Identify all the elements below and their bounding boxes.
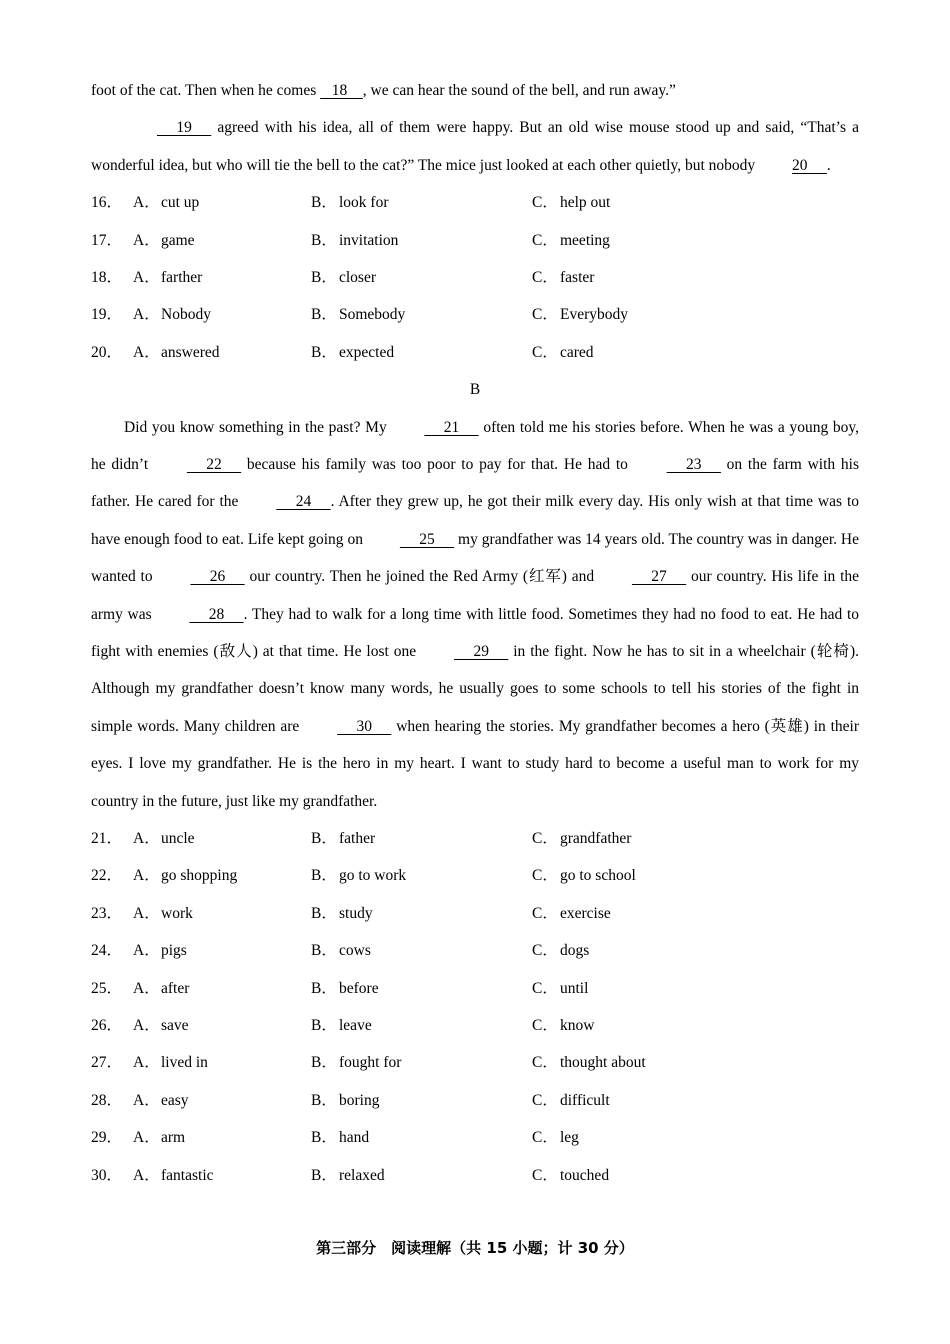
option-a[interactable] <box>133 259 311 296</box>
question-number: 20． <box>91 343 123 361</box>
question-number: 16． <box>91 194 123 212</box>
blank-19: 19 <box>157 119 212 137</box>
option-a-label: A． <box>133 867 160 885</box>
option-a-label: A． <box>133 269 160 286</box>
text: often told me his stories before. When he was a young boy, he didn’t <box>91 418 859 473</box>
section-b-title: B <box>469 381 481 399</box>
option-c[interactable] <box>532 1007 832 1044</box>
question-row <box>91 1044 859 1081</box>
option-a[interactable] <box>133 932 311 969</box>
option-a-label: A． <box>133 1017 160 1034</box>
option-a[interactable] <box>133 1082 311 1119</box>
text: because his family was too poor to pay for that. He had to <box>241 455 634 473</box>
option-c-text: leg <box>560 1129 579 1147</box>
option-b[interactable] <box>311 1082 532 1119</box>
option-a-label: A． <box>133 904 160 922</box>
text: on the farm with his father. He cared for the <box>91 455 860 511</box>
text: my grandfather was 14 years old. The country was in danger. He wanted to <box>91 530 859 586</box>
option-a-label: A． <box>133 231 160 249</box>
option-b-text: before <box>339 979 379 997</box>
option-a-text: fantastic <box>161 1166 214 1184</box>
option-b-label: B． <box>311 343 337 361</box>
part-three-title: 第三部分 阅读理解（共 15 小题；计 30 分） <box>316 1239 634 1257</box>
option-c-text: dogs <box>560 942 590 960</box>
question-row <box>91 857 859 894</box>
blank-25: 25 <box>399 530 455 548</box>
option-b-label: B． <box>311 904 337 922</box>
option-b-label: B． <box>311 306 337 324</box>
option-a-label: A． <box>133 1129 160 1147</box>
option-c-label: C． <box>532 231 558 249</box>
option-c-text: exercise <box>560 904 611 922</box>
option-b[interactable] <box>311 857 532 894</box>
option-b-text: father <box>339 830 376 848</box>
option-a-text: work <box>161 904 193 922</box>
option-a[interactable] <box>133 1007 311 1044</box>
option-c-label: C． <box>532 904 558 922</box>
option-a-text: save <box>161 1017 189 1034</box>
option-b-text: hand <box>339 1129 370 1147</box>
text: our country. His life in the army was <box>91 568 860 623</box>
option-a-text: Nobody <box>161 306 211 324</box>
option-a-label: A． <box>133 1091 160 1109</box>
option-c-label: C． <box>532 979 558 997</box>
option-c-text: until <box>560 979 589 997</box>
option-c-label: C． <box>532 1091 558 1109</box>
option-c-label: C． <box>532 1017 558 1034</box>
option-c-label: C． <box>532 343 558 361</box>
option-b-label: B． <box>311 1054 337 1072</box>
blank-29: 29 <box>454 643 509 661</box>
option-b-label: B． <box>311 194 337 212</box>
option-a-text: go shopping <box>161 867 238 885</box>
text: our country. Then he joined the Red Army (红军) and <box>244 568 599 586</box>
question-row <box>91 259 859 296</box>
question-row <box>91 334 859 371</box>
question-number: 24． <box>91 942 123 960</box>
blank-20: 20 <box>792 156 827 174</box>
option-b-text: Somebody <box>339 306 406 324</box>
option-c-text: difficult <box>560 1091 610 1109</box>
option-c-label: C． <box>532 269 558 286</box>
option-a-text: answered <box>161 343 220 361</box>
option-a-label: A． <box>133 194 160 212</box>
option-c[interactable] <box>532 334 832 371</box>
option-a-text: cut up <box>161 194 200 212</box>
question-row <box>91 1082 859 1119</box>
option-b-text: boring <box>339 1091 380 1109</box>
option-c-label: C． <box>532 1129 558 1147</box>
option-c[interactable] <box>532 184 832 221</box>
option-a-label: A． <box>133 306 160 324</box>
option-c[interactable] <box>532 222 832 259</box>
option-a-label: A． <box>133 1054 160 1072</box>
passage-a-paragraph-1 <box>91 72 859 109</box>
option-a-text: farther <box>161 269 203 286</box>
option-a[interactable] <box>133 1119 311 1156</box>
option-c[interactable] <box>532 857 832 894</box>
option-b[interactable] <box>311 184 532 221</box>
option-b-label: B． <box>311 1091 337 1109</box>
blank-26: 26 <box>190 568 245 586</box>
option-b[interactable] <box>311 222 532 259</box>
text: Did you know something in the past? My <box>124 418 392 436</box>
question-row <box>91 932 859 969</box>
option-b-label: B． <box>311 830 337 848</box>
question-list-a <box>91 184 859 371</box>
option-b-text: expected <box>339 343 395 361</box>
question-row <box>91 895 859 932</box>
text: agreed with his idea, all of them were happy. But an old wise mouse stood up and said, “That’s a wonderful idea, but who will tie the bell to the cat?” The mice just looked at each other quietly, but nobody <box>91 119 859 174</box>
option-b-text: invitation <box>339 231 399 249</box>
option-b-label: B． <box>311 1129 337 1147</box>
text: , we can hear the sound of the bell, and run away.” <box>362 82 676 99</box>
option-b[interactable] <box>311 970 532 1007</box>
option-c-text: go to school <box>560 867 636 885</box>
question-number: 19． <box>91 306 123 324</box>
option-b-label: B． <box>311 867 337 885</box>
option-b[interactable] <box>311 334 532 371</box>
option-c[interactable] <box>532 296 832 333</box>
option-a[interactable] <box>133 334 311 371</box>
question-row <box>91 820 859 857</box>
question-number: 22． <box>91 867 123 885</box>
option-c-label: C． <box>532 1054 558 1072</box>
option-b[interactable] <box>311 1119 532 1156</box>
option-c[interactable] <box>532 1157 832 1194</box>
option-b-text: fought for <box>339 1054 402 1072</box>
option-c-label: C． <box>532 194 558 212</box>
option-c[interactable] <box>532 895 832 932</box>
option-a[interactable] <box>133 1157 311 1194</box>
option-c[interactable] <box>532 1082 832 1119</box>
option-c[interactable] <box>532 932 832 969</box>
option-b[interactable] <box>311 1007 532 1044</box>
option-c[interactable] <box>532 970 832 1007</box>
question-number: 21． <box>91 830 123 848</box>
option-b[interactable] <box>311 895 532 932</box>
option-c[interactable] <box>532 820 832 857</box>
option-a[interactable] <box>133 1044 311 1081</box>
option-c-label: C． <box>532 830 558 848</box>
text: . <box>826 156 831 174</box>
blank-27: 27 <box>631 568 687 586</box>
question-number: 18． <box>91 269 123 286</box>
option-b[interactable] <box>311 259 532 296</box>
blank-21: 21 <box>424 418 479 436</box>
option-c-text: touched <box>560 1166 610 1184</box>
passage-b <box>91 409 859 820</box>
option-b-text: leave <box>339 1017 372 1034</box>
option-b-text: look for <box>339 194 389 212</box>
option-c-text: cared <box>560 343 594 361</box>
option-a-text: pigs <box>161 942 187 960</box>
option-b-label: B． <box>311 269 337 286</box>
question-row <box>91 970 859 1007</box>
question-number: 29． <box>91 1129 123 1147</box>
option-a-text: uncle <box>161 830 195 848</box>
option-c-text: meeting <box>560 231 610 249</box>
text: foot of the cat. Then when he comes <box>91 82 321 99</box>
option-b-text: go to work <box>339 867 407 885</box>
option-a-text: lived in <box>161 1054 208 1072</box>
option-c[interactable] <box>532 259 832 296</box>
question-row <box>91 222 859 259</box>
option-c-label: C． <box>532 1166 558 1184</box>
option-b-text: relaxed <box>339 1166 385 1184</box>
option-a-label: A． <box>133 979 160 997</box>
question-row <box>91 1007 859 1044</box>
option-a-text: game <box>161 231 195 249</box>
option-c-text: grandfather <box>560 830 632 848</box>
option-b-text: cows <box>339 942 371 960</box>
question-row <box>91 296 859 333</box>
option-a-label: A． <box>133 343 160 361</box>
option-a-label: A． <box>133 1166 160 1184</box>
option-c[interactable] <box>532 1119 832 1156</box>
blank-22: 22 <box>186 455 242 473</box>
option-a-text: easy <box>161 1091 189 1109</box>
option-a[interactable] <box>133 296 311 333</box>
option-b-label: B． <box>311 231 337 249</box>
option-b-text: closer <box>339 269 377 286</box>
option-b[interactable] <box>311 1157 532 1194</box>
option-a-text: after <box>161 979 190 997</box>
blank-28: 28 <box>189 605 244 623</box>
question-number: 25． <box>91 979 123 997</box>
question-list-b <box>91 820 859 1194</box>
option-c-label: C． <box>532 306 558 324</box>
option-b[interactable] <box>311 1044 532 1081</box>
option-b-label: B． <box>311 942 337 960</box>
option-c-label: C． <box>532 942 558 960</box>
question-number: 23． <box>91 904 123 922</box>
question-row <box>91 1119 859 1156</box>
text: when hearing the stories. My grandfather becomes a hero (英雄) in their eyes. I love my grandfather. He is the hero in my heart. I want to study hard to become a useful man to work for my country in the future, just like my grandfather. <box>91 717 859 810</box>
exam-page <box>91 72 859 1194</box>
blank-24: 24 <box>276 493 331 511</box>
blank-30: 30 <box>337 717 392 735</box>
question-row <box>91 1157 859 1194</box>
option-c-text: help out <box>560 194 611 212</box>
option-a[interactable] <box>133 184 311 221</box>
option-c-text: know <box>560 1017 595 1034</box>
text: . They had to walk for a long time with little food. Sometimes they had no food to eat. He had to fight with enemies (敌人) at that time. He lost one <box>91 605 859 661</box>
option-c-label: C． <box>532 867 558 885</box>
option-b-text: study <box>339 904 373 922</box>
option-b-label: B． <box>311 1017 337 1034</box>
option-a-label: A． <box>133 830 160 848</box>
option-a[interactable] <box>133 222 311 259</box>
option-a-label: A． <box>133 942 160 960</box>
text: . After they grew up, he got their milk every day. His only wish at that time was to have enough food to eat. Life kept going on <box>91 493 859 548</box>
question-number: 28． <box>91 1091 123 1109</box>
option-b[interactable] <box>311 296 532 333</box>
option-c-text: Everybody <box>560 306 629 324</box>
option-b[interactable] <box>311 820 532 857</box>
question-number: 26． <box>91 1017 123 1034</box>
option-c-text: thought about <box>560 1054 646 1072</box>
option-a-text: arm <box>161 1129 186 1147</box>
option-a[interactable] <box>133 857 311 894</box>
blank-23: 23 <box>666 455 721 473</box>
option-b-label: B． <box>311 1166 337 1184</box>
option-a[interactable] <box>133 970 311 1007</box>
option-b-label: B． <box>311 979 337 997</box>
option-c-text: faster <box>560 269 595 286</box>
blank-18: 18 <box>320 82 363 99</box>
question-number: 27． <box>91 1054 123 1072</box>
question-number: 30． <box>91 1166 123 1184</box>
question-row <box>91 184 859 221</box>
option-a[interactable] <box>133 895 311 932</box>
text: in the fight. Now he has to sit in a wheelchair (轮椅). Although my grandfather doesn’t know many words, he usually goes to some schools to tell his stories of the fight in simple words. Many children are <box>91 643 859 735</box>
option-c[interactable] <box>532 1044 832 1081</box>
passage-a-paragraph-2 <box>91 109 859 184</box>
option-b[interactable] <box>311 932 532 969</box>
option-a[interactable] <box>133 820 311 857</box>
question-number: 17． <box>91 231 123 249</box>
